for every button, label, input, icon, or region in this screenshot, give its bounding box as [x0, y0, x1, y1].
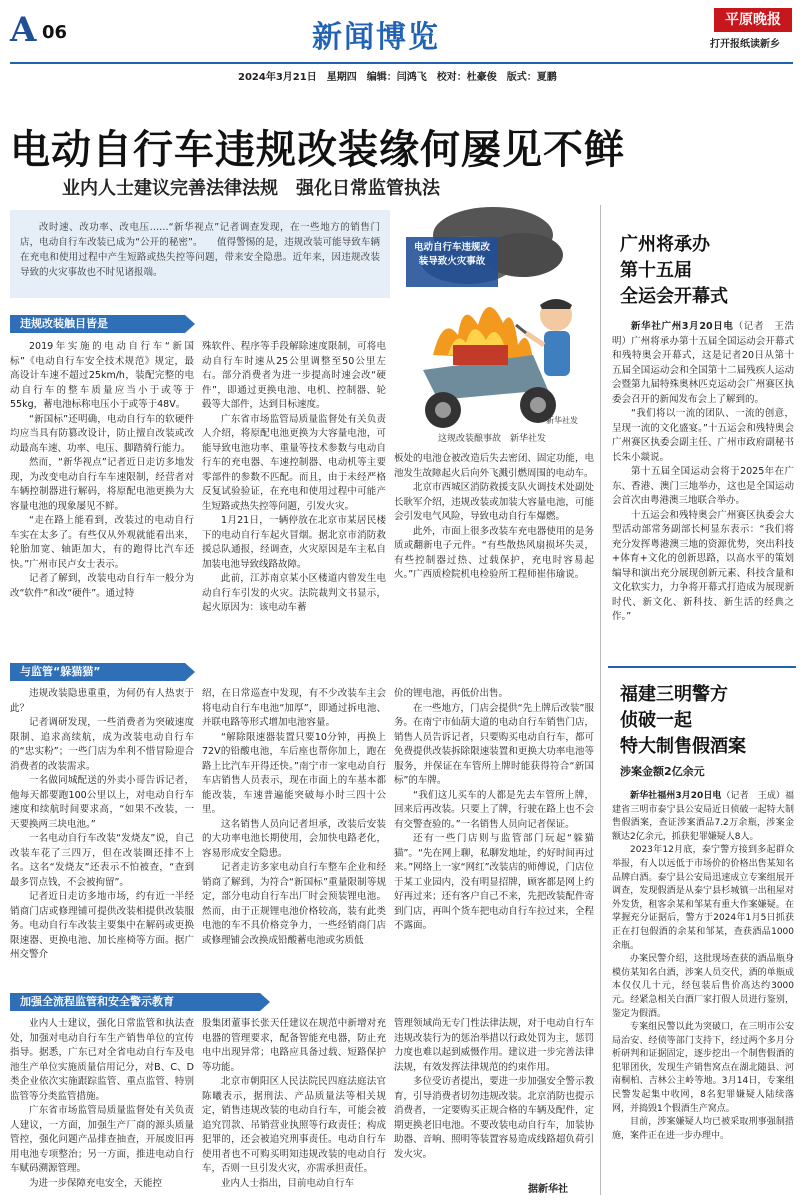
side2-title-line: 福建三明警方	[620, 684, 728, 705]
side1-title-line: 全运会开幕式	[620, 286, 728, 307]
dateline: 新华社福州3月20日电	[630, 791, 722, 801]
paper-logo: 平原晚报	[714, 8, 792, 32]
paragraph: 绍，在日常巡查中发现，有不少改装车主会将电动自行车电池“加厚”，即通过拆电池、并联电路等形式增加电池容量。	[202, 688, 386, 728]
slogan: 打开报纸读新乡	[710, 39, 780, 50]
paragraph: “我们将以一流的团队、一流的创意，呈现一流的文化盛宴。”十五运会和残特奥会广州赛区执委会副主任、广州市政府副秘书长朱小燚说。	[612, 408, 794, 463]
section3-col2	[202, 1017, 386, 1191]
page-letter: A	[10, 10, 37, 50]
paragraph: 一名做同城配送的外卖小哥告诉记者，他每天都要跑100公里以上，对电动自行车速度和续航时间要求高，“如果不改装，一天要换两三块电池。”	[10, 775, 194, 830]
reporter: （记者 王成）	[721, 791, 785, 801]
section3-col3	[394, 1017, 594, 1162]
section1-col3	[394, 452, 594, 583]
paragraph-text: 福建省三明市泰宁县公安局近日侦破一起特大制售假酒案，查证涉案酒品7.2万余瓶，涉案金额达2亿余元，抓获犯罪嫌疑人8人。	[612, 791, 794, 842]
date-line: 2024年3月21日 星期四 编辑：闫鸿飞 校对：杜豪俊 版式：夏鹏	[238, 72, 557, 83]
section1-title: 违规改装触目皆是	[10, 315, 185, 333]
illustration-caption: 这规改装酿事故 新华社发	[438, 434, 547, 444]
side2-title-line: 侦破一起	[620, 710, 692, 731]
paragraph	[612, 320, 794, 407]
side2-title	[620, 682, 790, 760]
paragraph: 一名电动自行车改装“发烧友”说，自己改装车花了三四万，但在改装圈还排不上名。这名“发烧友”还表示不怕被查，“查到最多罚点钱，不会被拘留”。	[10, 833, 194, 888]
reporter: （记者 王浩明）	[612, 321, 794, 347]
lead-text: 改时速、改功率、改电压……“新华视点”记者调查发现，在一些地方的销售门店，电动自行车改装已成为“公开的秘密”。 值得警惕的是，违规改装可能导致车辆在充电和使用过程中产生短路或热失控等问题，带来安全隐患。近年来，因违规改装导致的火灾事故也不时见诸报端。	[20, 222, 380, 278]
section1-col1	[10, 340, 194, 601]
section2-col1	[10, 687, 194, 963]
paragraph: 北京市朝阳区人民法院民四庭法庭法官陈曦表示，据刑法、产品质量法等相关规定，销售违规改装的电动自行车，可能会被追究罚款、吊销营业执照等行政责任；构成犯罪的，还会被追究刑事责任。电动自行车使用者也不可购买明知违规改装的电动自行车，否则一旦引发火灾，亦需承担责任。	[202, 1076, 386, 1174]
illustration-sign-text: 电动自行车违规改装导致火灾事故	[413, 242, 490, 267]
paragraph: 北京市西城区消防救援支队火调技术处副处长耿军介绍，违规改装或加装大容量电池，可能会引发电气风险，导致电动自行车爆燃。	[394, 482, 594, 522]
paragraph: 2019年实施的电动自行车“新国标”《电动自行车安全技术规范》规定，最高设计车速不超过25km/h，装配完整的电动自行车的整车质量应当小于或等于55kg，蓄电池标称电压小于或等于48V。	[10, 341, 194, 410]
paragraph: 股集团董事长张天任建议在规范中新增对充电器的管理要求，配备智能充电器，防止充电中出现异常；电路应具备过载、短路保护等功能。	[202, 1018, 386, 1073]
paragraph: 业内人士建议，强化日常监管和执法查处，加强对电动自行车生产销售单位的宣传指导。据悉，广东已对全省电动自行车及电池生产单位实施质量信用记分，对B、C、D类企业依次实施跟踪监管、重点监管、特别监管等分类监管措施。	[10, 1018, 194, 1102]
paragraph: 办案民警介绍，这批现场查获的酒品瓶身模仿某知名白酒，涉案人员交代，酒的单瓶成本仅仅几十元，经包装后售价高达约3000元。经紧急相关白酒厂家打假人员进行鉴别，鉴定为假酒。	[612, 954, 794, 1019]
paragraph: 记者近日走访多地市场，约有近一半经销商门店或修理铺可提供改装相提供改装服务。电动自行车改装主要集中在解码或更换限速器、更换电池、加长座椅等方面。据广州交警介	[10, 891, 194, 960]
paragraph-text: 广州将承办第十五届全国运动会开幕式和残特奥会开幕式，这是记者20日从第十五届全国运动会和全国第十二届残疾人运动会暨第九届特殊奥林匹克运动会广州赛区执委会召开的新闻发布会上了解到的。	[612, 335, 794, 405]
side1-body	[612, 320, 794, 625]
section2-col3	[394, 687, 594, 934]
lead-box	[10, 210, 390, 298]
paragraph: 管理领域尚无专门性法律法规，对于电动自行车违规改装行为的惩治举措以行政处罚为主，惩罚力度也难以起到威慑作用。建议进一步完善法律法规，有效发挥法律规范的约束作用。	[394, 1018, 594, 1073]
paragraph: 1月21日，一辆停放在北京市某居民楼下的电动自行车起火冒烟。据北京市消防救援总队通报，经调查，火灾原因是车主私自加装电池导致线路故障。	[202, 515, 386, 570]
paragraph: 在一些地方，门店会提供“先上牌后改装”服务。在南宁市仙葫大道的电动自行车销售门店，销售人员告诉记者，只要购买电动自行车，都可免费提供改装拆除限速装置和更换大功率电池等服务，并保证在车管所上牌时能获得符合“新国标”的车牌。	[394, 702, 594, 786]
paragraph: “解除限速器装置只要10分钟，再换上72V的铅酸电池，车后座也帮你加上，跑在路上比汽车开得还快。”南宁市一家电动自行车店销售人员表示，现在市面上的车基本都能改装，车速普遍能突破每小时三四十公里。	[202, 731, 386, 815]
masthead-divider	[10, 62, 793, 64]
paragraph: 还有一些门店则与监管部门玩起“躲猫猫”。“先在网上聊，私聊发地址，约好时间再过来。”网络上一家“网红”改装店的师傅说，门店位于某工业园内，没有明显招牌，顾客都是网上约好再过来；还有客户自己不来，先把改装配件寄到门店，再叫个货车把电动自行车拉过来，全程不露面。	[394, 833, 595, 931]
paragraph: 为进一步保障充电安全，天能控	[29, 1177, 163, 1189]
subheadline: 业内人士建议完善法律法规 强化日常监管执法	[62, 178, 440, 199]
paragraph: 违规改装隐患重重，为何仍有人热衷于此？	[10, 688, 194, 714]
paragraph: 价的锂电池，再低价出售。	[394, 688, 509, 699]
paragraph: 广东省市场监管局质量监督处有关负责人建议，一方面，加强生产厂商的源头质量管控，强化问题产品排查抽查，开展废旧再用电池专项整治；另一方面，推进电动自行车赋码溯源管理。	[10, 1105, 194, 1174]
paragraph: “走在路上能看到，改装过的电动自行车实在太多了。有些仅从外观就能看出来，轮胎加宽、轴距加大，有的跑得比汽车还快。”广州市民卢女士表示。	[10, 515, 194, 570]
side2-body	[612, 790, 794, 1143]
paragraph: 殊软件、程序等手段解除速度限制，可将电动自行车时速从25公里调整至50公里左右。部分消费者为进一步提高时速会改“硬件”，即通过更换电池、电机、控制器、轮毂等大部件，达到目标速度。	[202, 341, 386, 410]
illustration	[398, 205, 598, 445]
paragraph: 目前，涉案嫌疑人均已被采取刑事强制措施，案件正在进一步办理中。	[612, 1117, 794, 1141]
paragraph: 第十五届全国运动会将于2025年在广东、香港、澳门三地举办，这也是全国运动会首次由粤港澳三地联合举办。	[612, 466, 794, 506]
headline: 电动自行车违规改装缘何屡见不鲜	[10, 127, 625, 173]
paragraph: 广东省市场监管局质量监督处有关负责人介绍，将原配电池更换为大容量电池，可能导致电池功率、重量等技术参数与电动自行车的充电器、车速控制器、电动机等主要零部件的参数不匹配。而且，由于未经严格反复试验验证，在充电和使用过程中可能产生短路或热失控等问题，引发火灾。	[202, 413, 386, 512]
paragraph: 业内人士指出，目前电动自行车	[221, 1177, 355, 1189]
paragraph: 记者走访多家电动自行车整车企业和经销商了解到，为符合“新国标”重量限制等规定，部分电动自行车出厂时会预装锂电池。然而，由于正规锂电池价格较高，装有此类电池的车不具价格竞争力，一些经销商门店或修理铺会改换成铅酸蓄电池或劣质低	[202, 862, 386, 946]
paragraph: “我们这儿买车的人都是先去车管所上牌，回来后再改装。只要上了牌，行驶在路上也不会有交警查验的。”一名销售人员向记者保证。	[394, 789, 594, 830]
article-source: 据新华社	[528, 1184, 568, 1195]
section3-col1	[10, 1017, 194, 1191]
side1-title-line: 第十五届	[620, 260, 692, 281]
paragraph: 2023年12月底，泰宁警方接到多起群众举报，有人以远低于市场价的价格出售某知名品牌白酒。泰宁县公安局迅速成立专案组展开调查，发现假酒是从泰宁县杉城镇一出租屋对外发货，租客余某和邹某有重大作案嫌疑。在掌握充分证据后，警方于2024年1月5日抓获正在打包假酒的余某和邹某，查获酒品1000余瓶。	[612, 845, 794, 951]
side-divider	[608, 666, 796, 668]
section2-col2	[202, 687, 386, 948]
paragraph: 多位受访者提出，要进一步加强安全警示教育，引导消费者切勿违规改装。北京消防也提示消费者，一定要购买正规合格的车辆及配件，定期更换老旧电池。不要改装电动自行车，加装协助器、音响、照明等装置容易造成线路超负荷引发火灾。	[394, 1076, 594, 1160]
section2-title: 与监管“躲猫猫”	[10, 663, 185, 681]
paragraph	[612, 790, 794, 844]
paragraph: 板处的电池仓被改造后失去密闭、固定功能，电池发生故障起火后向外飞溅引燃周围的电动车。	[394, 453, 594, 479]
paragraph: 记者了解到，改装电动自行车一般分为改“软件”和改“硬件”。通过特	[10, 573, 194, 599]
dateline: 新华社广州3月20日电	[631, 321, 734, 332]
column-divider	[600, 205, 601, 1195]
section1-col2	[202, 340, 386, 616]
side1-title-line: 广州将承办	[620, 234, 710, 255]
side2-subtitle: 涉案金额2亿余元	[620, 765, 705, 778]
paragraph: 此前，江苏南京某小区楼道内曾发生电动自行车引发的火灾。法院裁判文书显示，起火原因为：该电动车蓄	[202, 573, 386, 613]
paragraph: 此外，市面上很多改装车充电器使用的是务质或翻新电子元件。“有些散热风扇损坏失灵，有些控制器过热、过载保护，充电时容易起火。”广西质检院机电检验所工程师崔伟瑜说。	[394, 525, 594, 580]
side1-title	[620, 232, 790, 310]
paragraph: 记者调研发现，一些消费者为突破速度限制、追求高续航，成为改装电动自行车的“忠实粉”；一些门店为牟利不惜冒险迎合消费者的改装需求。	[10, 717, 194, 772]
paragraph: 十五运会和残特奥会广州赛区执委会大型活动部常务副部长柯显东表示：“我们将充分发挥粤港澳三地的资源优势，突出科技+体育+文化的创新思路，以高水平的策划编导和演出充分展现创新元素、科技含量和文化软实力，力争将开幕式打造成为展现新时代、新文化、新科技、新生活的经典之作。”	[612, 509, 794, 622]
page-number: 06	[42, 22, 68, 43]
illustration-credit: 新华社发	[546, 416, 578, 425]
section-title: 新闻博览	[312, 20, 440, 55]
paragraph: 这名销售人员向记者坦承，改装后安装的大功率电池长期使用，会加快电路老化，容易形成安全隐患。	[202, 818, 386, 859]
side2-title-line: 特大制售假酒案	[620, 736, 746, 757]
paragraph: 专案组民警以此为突破口，在三明市公安局治安、经侦等部门支持下，经过两个多月分析研判和证据固定，逐步挖出一个制售假酒的犯罪团伙，发现生产销售窝点在湖北随县、河南桐柏、吉林公主岭等地。3月14日，专案组民警发起集中收网，8名犯罪嫌疑人陆续落网，并捣毁1个假酒生产窝点。	[612, 1022, 794, 1114]
section3-title: 加强全流程监管和安全警示教育	[10, 993, 260, 1011]
paragraph: 然而，“新华视点”记者近日走访多地发现，为改变电动自行车车速限制，经营者对车辆控制器进行解码，将原配电池更换为大容量电池的现象屡见不鲜。	[10, 457, 194, 512]
paragraph: “新国标”还明确，电动自行车的软硬件均应当具有防篡改设计，防止擅自改装或改动最高车速、功率、电压、脚踏骑行能力。	[10, 413, 194, 454]
